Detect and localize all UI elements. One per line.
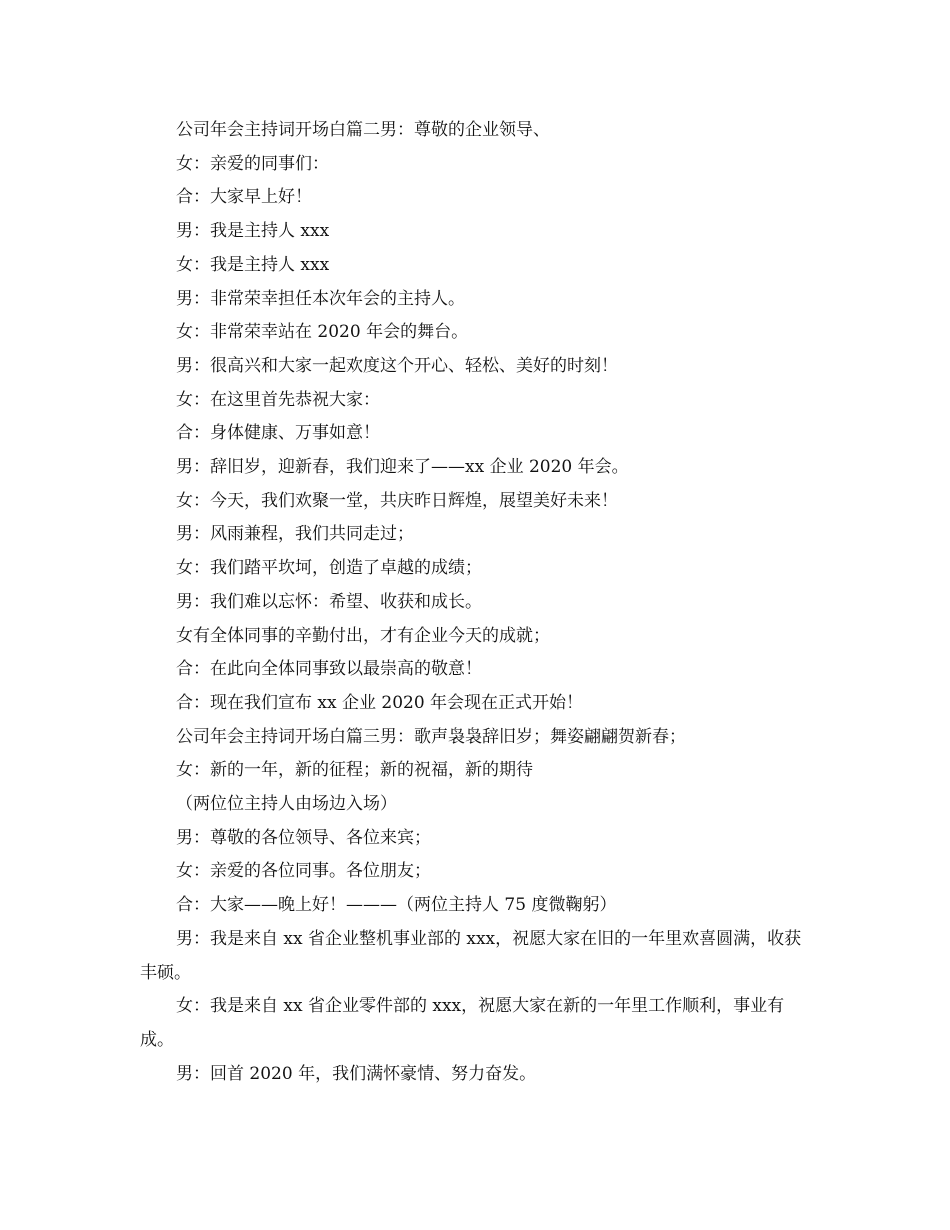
paragraph-line: 女：非常荣幸站在 2020 年会的舞台。 bbox=[176, 322, 469, 343]
paragraph-line: 男：尊敬的各位领导、各位来宾； bbox=[176, 827, 431, 848]
paragraph-line: 合：现在我们宣布 xx 企业 2020 年会现在正式开始！ bbox=[176, 692, 584, 713]
paragraph-line: 男：风雨兼程，我们共同走过； bbox=[176, 524, 414, 545]
paragraph-line: 男：我是来自 xx 省企业整机事业部的 xxx，祝愿大家在旧的一年里欢喜圆满，收获丰硕。 bbox=[140, 928, 802, 983]
paragraph-line: 男：我们难以忘怀：希望、收获和成长。 bbox=[176, 591, 482, 612]
paragraph-line: 女有全体同事的辛勤付出，才有企业今天的成就； bbox=[176, 625, 550, 646]
paragraph-line: 女：亲爱的同事们： bbox=[176, 153, 329, 174]
paragraph-line: 男：我是主持人 xxx bbox=[176, 221, 330, 242]
paragraph-line: 公司年会主持词开场白篇二男：尊敬的企业领导、 bbox=[176, 120, 550, 140]
paragraph-line: （两位位主持人由场边入场） bbox=[176, 794, 397, 815]
paragraph-line: 合：大家——晚上好！———（两位主持人 75 度微鞠躬） bbox=[176, 895, 617, 916]
paragraph-line: 女：新的一年，新的征程；新的祝福，新的期待 bbox=[176, 760, 533, 781]
paragraph-line: 女：在这里首先恭祝大家： bbox=[176, 389, 380, 410]
paragraph-line: 女：亲爱的各位同事。各位朋友； bbox=[176, 861, 431, 882]
paragraph-line: 合：大家早上好！ bbox=[176, 187, 312, 208]
paragraph-line: 男：回首 2020 年，我们满怀豪情、努力奋发。 bbox=[176, 1063, 537, 1084]
paragraph-line: 女：我是主持人 xxx bbox=[176, 254, 330, 275]
document-body bbox=[140, 114, 810, 1091]
paragraph-line: 女：我们踏平坎坷，创造了卓越的成绩； bbox=[176, 558, 482, 579]
paragraph-line: 女：今天，我们欢聚一堂，共庆昨日辉煌，展望美好未来！ bbox=[176, 490, 618, 511]
paragraph-line: 男：很高兴和大家一起欢度这个开心、轻松、美好的时刻！ bbox=[176, 355, 618, 376]
paragraph-line: 男：非常荣幸担任本次年会的主持人。 bbox=[176, 288, 465, 309]
paragraph-line: 公司年会主持词开场白篇三男：歌声袅袅辞旧岁；舞姿翩翩贺新春； bbox=[176, 726, 686, 747]
paragraph-line: 合：身体健康、万事如意！ bbox=[176, 423, 380, 444]
paragraph-line: 女：我是来自 xx 省企业零件部的 xxx，祝愿大家在新的一年里工作顺利，事业有成。 bbox=[140, 996, 785, 1050]
paragraph-line: 男：辞旧岁，迎新春，我们迎来了——xx 企业 2020 年会。 bbox=[176, 457, 629, 478]
paragraph-line: 合：在此向全体同事致以最崇高的敬意！ bbox=[176, 659, 482, 680]
